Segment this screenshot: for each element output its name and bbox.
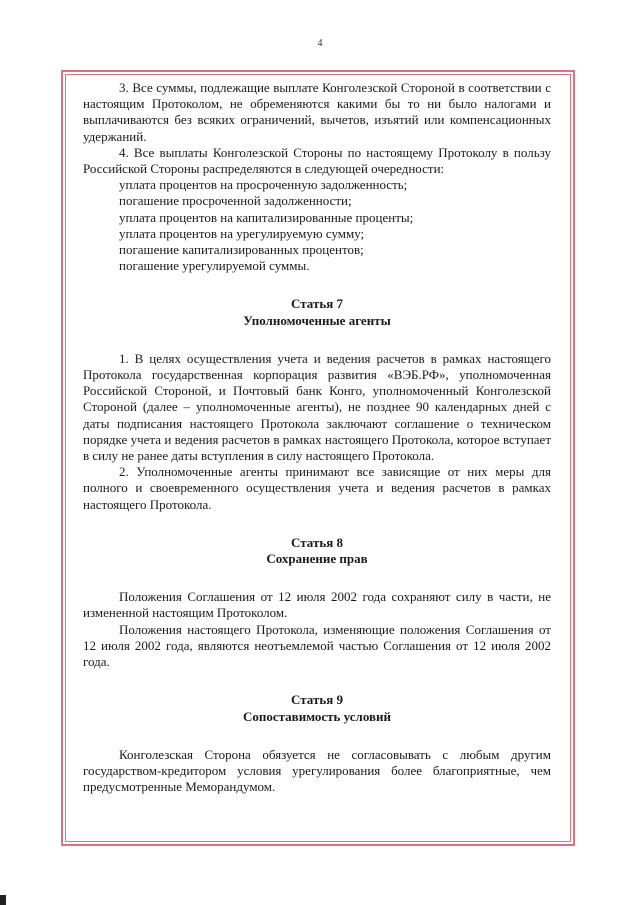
article-title: Сопоставимость условий <box>242 708 391 724</box>
page-number: 4 <box>317 38 323 49</box>
list-item: уплата процентов на капитализированные проценты; <box>119 209 414 225</box>
article-number: Статья 9 <box>291 692 343 708</box>
article-title: Уполномоченные агенты <box>243 312 391 328</box>
paragraph: Положения Соглашения от 12 июля 2002 года сохраняют силу в части, не измененной настоящим Протоколом. <box>83 589 551 621</box>
paragraph: Конголезская Сторона обязуется не согласовывать с любым другим государством-кредитором условия урегулирования более благоприятные, чем предусмотренные Меморандумом. <box>83 746 551 795</box>
document-body <box>83 80 551 795</box>
list-item: погашение просроченной задолженности; <box>119 193 352 209</box>
paragraph: 1. В целях осуществления учета и ведения расчетов в рамках настоящего Протокола государственная корпорация развития «ВЭБ.РФ», уполномоченная Российской Стороной, и Почтовый банк Конго, уполномоченный Конголезской Стороной (далее – уполномоченные агенты), не позднее 90 календарных дней с даты подписания настоящего Протокола заключают соглашение о техническом порядке учета и ведения расчетов в рамках настоящего Протокола, которое вступает в силу не ранее даты вступления в силу настоящего Протокола. <box>83 350 551 464</box>
article-number: Статья 7 <box>291 296 343 312</box>
list-item: погашение капитализированных процентов; <box>119 242 364 258</box>
article-title: Сохранение прав <box>266 551 368 567</box>
paragraph: 3. Все суммы, подлежащие выплате Конголезской Стороной в соответствии с настоящим Протоколом, не обременяются какими бы то ни было налогами и выплачиваются без всяких ограничений, вычетов, изъятий или компенсационных удержаний. <box>83 80 551 144</box>
paragraph: 4. Все выплаты Конголезской Стороны по настоящему Протоколу в пользу Российской Стороны распределяются в следующей очередности: <box>83 144 551 177</box>
list-item: уплата процентов на просроченную задолженность; <box>119 177 408 193</box>
paragraph: Положения настоящего Протокола, изменяющие положения Соглашения от 12 июля 2002 года, являются неотъемлемой частью Соглашения от 12 июля 2002 года. <box>83 621 551 670</box>
list-item: уплата процентов на урегулируемую сумму; <box>119 225 365 241</box>
paragraph: 2. Уполномоченные агенты принимают все зависящие от них меры для полного и своевременного осуществления учета и ведения расчетов в рамках настоящего Протокола. <box>83 464 551 512</box>
list-item: погашение урегулируемой суммы. <box>119 258 310 274</box>
scan-mark <box>0 895 6 905</box>
article-number: Статья 8 <box>291 534 343 550</box>
